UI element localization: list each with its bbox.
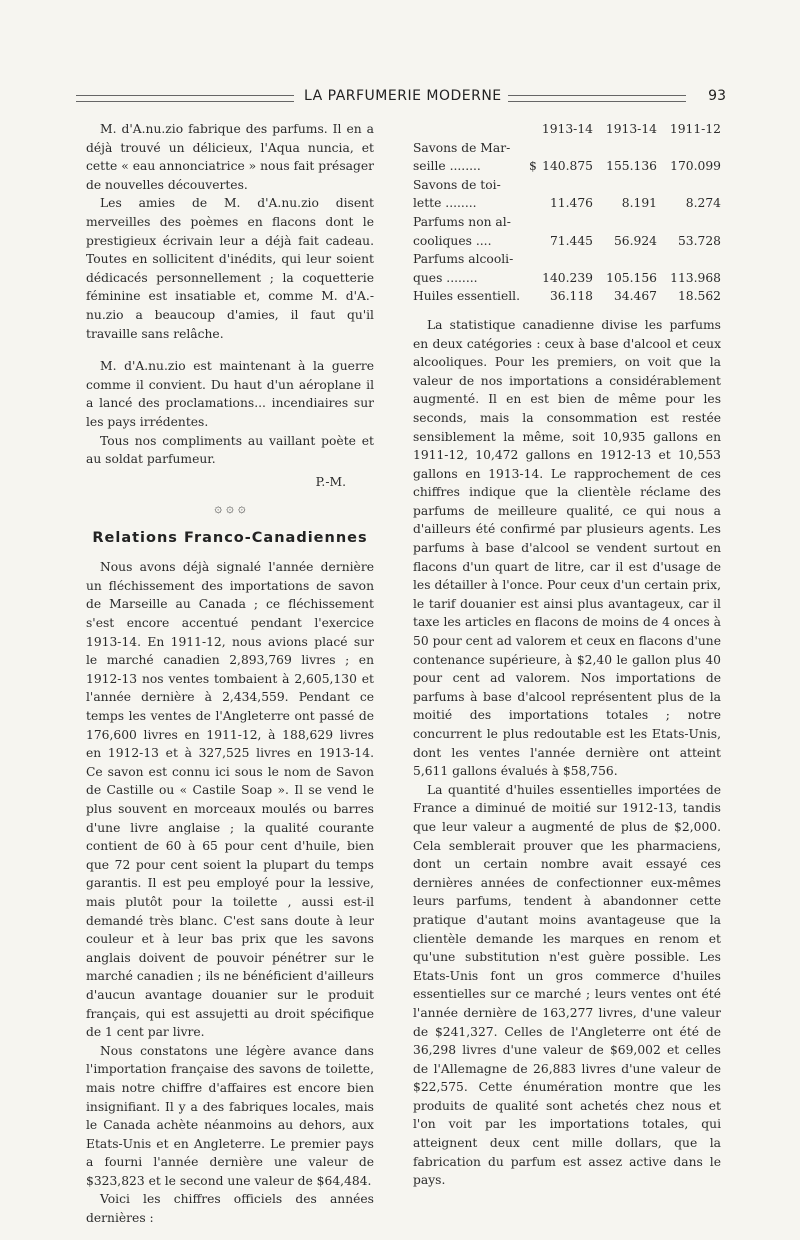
table-row — [413, 194, 721, 213]
table-cell: $ 140.875 — [529, 157, 593, 176]
table-row — [413, 232, 721, 251]
table-cell: 8.274 — [685, 196, 721, 211]
table-header-row — [413, 120, 721, 139]
paragraph: La statistique canadienne divise les parfums en deux catégories : ceux à base d'alcool et ceux alcooliques. Pour les premiers, on voit que la valeur de nos importations a considérablement augmenté. Il en est bien de même pour les seconds, mais la consommation est restée sensiblement la même, soit 10,935 gallons en 1911-12, 10,472 gallons en 1912-13 et 10,553 gallons en 1913-14. Le rapprochement de ces chiffres indique que la clientèle réclame des parfums de meilleure qualité, ce qui nous a d'ailleurs été confirmé par plusieurs agents. Les parfums à base d'alcool se vendent surtout en flacons d'un quart de litre, car il est d'usage de les détailler à l'once. Pour ceux d'un certain prix, le tarif douanier est ainsi plus avantageux, car il taxe les articles en flacons de moins de 4 onces à 50 pour cent ad valorem et ceux en flacons d'une contenance supérieure, à $2,40 le gallon plus 40 pour cent ad valorem. Nos importations de parfums à base d'alcool représentent plus de la moitié des importations totales ; notre concurrent le plus redoutable est les Etats-Unis, dont les ventes l'année dernière ont atteint 5,611 gallons évalués à $58,756. — [413, 317, 721, 779]
paragraph: Voici les chiffres officiels des années dernières : — [86, 1192, 374, 1226]
signature: P.-M. — [315, 474, 346, 489]
table-row-label: Parfums alcooli- — [413, 252, 514, 267]
table-cell: 36.118 — [549, 289, 593, 304]
table-cell: 18.562 — [677, 289, 721, 304]
table-cell: 113.968 — [670, 270, 721, 285]
row-label: ques ........ — [413, 270, 478, 285]
table-cell: 170.099 — [670, 159, 721, 174]
column-header: 1913-14 — [541, 122, 593, 136]
paragraph: Nous constatons une légère avance dans l'importation française des savons de toilette, mais notre chiffre d'affaires est encore bien insignifiant. Il y a des fabriques locales, mais le Canada achète néanmoins au dehors, aux Etats-Unis et en Angleterre. Le premier pays a fourni l'année dernière une valeur de $323,823 et le second une valeur de $64,484. — [86, 1043, 374, 1188]
table-cell: 53.728 — [677, 233, 721, 248]
paragraph: Tous nos compliments au vaillant poète et au soldat parfumeur. — [86, 433, 374, 467]
left-column — [86, 120, 374, 1228]
table-cell: 105.156 — [606, 270, 657, 285]
header-rule-right — [508, 95, 686, 102]
row-label: seille ........ — [413, 159, 481, 174]
table-cell: 155.136 — [606, 159, 657, 174]
table-cell: 8.191 — [621, 196, 657, 211]
table-row — [413, 157, 721, 176]
table-row — [413, 287, 721, 306]
header-rule-left — [76, 95, 294, 102]
column-header: 1913-14 — [605, 122, 657, 136]
row-label: lette ........ — [413, 196, 477, 211]
row-label: cooliques .... — [413, 233, 492, 248]
paragraph: Les amies de M. d'A.nu.zio disent merveilles des poèmes en flacons dont le prestigieux écrivain leur a déjà fait cadeau. Toutes en sollicitent d'inédits, qui leur soient dédicacés personnellement ; la coquetterie féminine est insatiable et, comme M. d'A.-nu.zio a beaucoup d'amies, il faut qu'il travaille sans relâche. — [86, 196, 374, 341]
table-cell: 34.467 — [613, 289, 657, 304]
table-cell: 56.924 — [613, 233, 657, 248]
paragraph: M. d'A.nu.zio est maintenant à la guerre comme il convient. Du haut d'un aéroplane il a lancé des proclamations... incendiaires sur les pays irrédentes. — [86, 359, 374, 429]
ornament-divider: ۞ ۞ ۞ — [214, 501, 246, 517]
journal-title: LA PARFUMERIE MODERNE — [304, 88, 502, 104]
paragraph: Nous avons déjà signalé l'année dernière un fléchissement des importations de savon de Marseille au Canada ; ce fléchissement s'est encore accentué pendant l'exercice 1913-14. En 1911-12, nous avions placé sur le marché canadien 2,893,769 livres ; en 1912-13 nos ventes tombaient à 2,605,130 et l'année dernière à 2,434,559. Pendant ce temps les ventes de l'Angleterre ont passé de 176,600 livres en 1911-12, à 188,629 livres en 1912-13 et à 327,525 livres en 1913-14. Ce savon est connu ici sous le nom de Savon de Castille ou « Castile Soap ». Il se vend le plus souvent en morceaux moulés ou barres d'une livre anglaise ; la qualité courante contient de 60 à 65 pour cent d'huile, bien que 72 pour cent soient la plupart du temps garantis. Il est peu employé pour la lessive, mais plutôt pour la toilette , aussi est-il demandé très blanc. C'est sans doute à leur couleur et à leur bas prix que les savons anglais doivent de pouvoir pénétrer sur le marché canadien ; ils ne bénéficient d'ailleurs d'aucun avantage douanier sur le produit français, qui est assujetti au droit spécifique de 1 cent par livre. — [86, 560, 374, 1040]
table-cell: 11.476 — [549, 196, 593, 211]
column-header: 1911-12 — [669, 122, 721, 136]
section-title: Relations Franco-Canadiennes — [92, 530, 368, 547]
page-number: 93 — [708, 88, 726, 104]
table-row — [413, 269, 721, 288]
paragraph: La quantité d'huiles essentielles importées de France a diminué de moitié sur 1912-13, tandis que leur valeur a augmenté de plus de $2,000. Cela semblerait prouver que les pharmaciens, dont un certain nombre avait essayé ces dernières années de confectionner eux-mêmes leurs parfums, tendent à abandonner cette pratique d'autant moins avantageuse que la clientèle demande les marques en renom et qu'une substitution n'est guère possible. Les Etats-Unis font un gros commerce d'huiles essentielles sur ce marché ; leurs ventes ont été l'année dernière de 163,277 livres, d'une valeur de $241,327. Celles de l'Angleterre ont été de 36,298 livres d'une valeur de $69,002 et celles de l'Allemagne de 26,883 livres d'une valeur de $22,575. Cette énumération montre que les produits de qualité sont achetés chez nous et l'on voit par les importations totales, qui atteignent deux cent mille dollars, que la fabrication du parfum est assez active dans le pays. — [413, 782, 721, 1188]
right-column — [413, 120, 721, 1190]
statistics-table — [413, 120, 721, 306]
row-label: Huiles essentiell. — [413, 289, 521, 304]
table-cell: 140.239 — [542, 270, 593, 285]
paragraph: M. d'A.nu.zio fabrique des parfums. Il en a déjà trouvé un délicieux, l'Aqua nuncia, et cette « eau annonciatrice » nous fait présager de nouvelles découvertes. — [86, 122, 374, 192]
table-row-label: Savons de Mar- — [413, 140, 511, 155]
dollar-sign: $ — [529, 159, 537, 174]
page-header — [76, 88, 726, 110]
table-row-label: Parfums non al- — [413, 214, 511, 229]
table-cell: 71.445 — [549, 233, 593, 248]
table-row-label: Savons de toi- — [413, 177, 501, 192]
